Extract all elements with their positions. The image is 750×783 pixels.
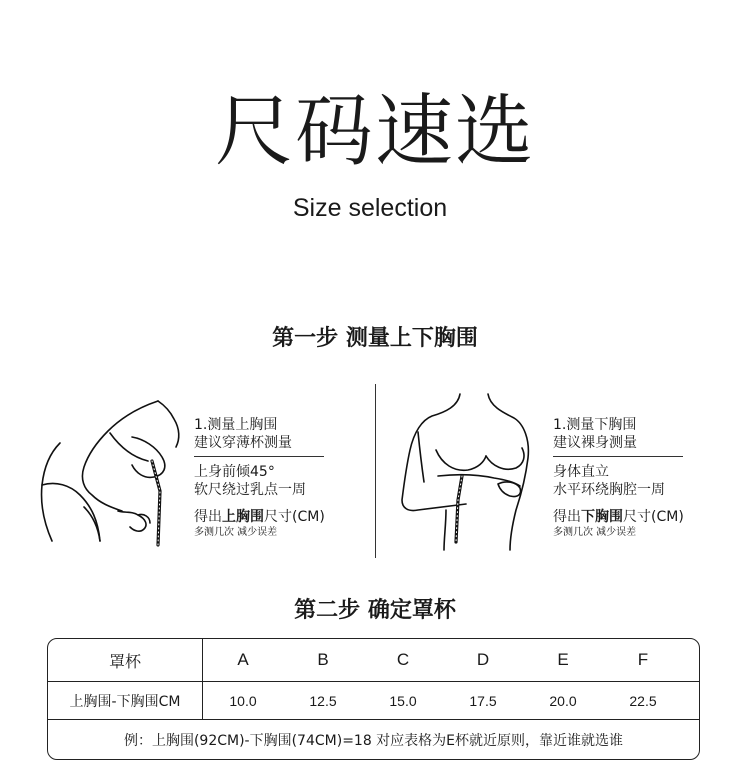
- step2-title: 第二步 确定罩杯: [294, 598, 456, 623]
- cup-f: F: [637, 650, 649, 669]
- diff-label: 上胸围-下胸围CM: [48, 682, 203, 719]
- diff-e: 20.0: [549, 692, 577, 709]
- diff-b: 12.5: [309, 692, 337, 709]
- page-subtitle: Size selection: [292, 194, 448, 222]
- upper-bust-advice: 建议穿薄杯测量: [194, 435, 292, 451]
- page-title: 尺码速选: [214, 87, 535, 177]
- under-bust-instructions: [553, 416, 683, 539]
- instruction-divider: [553, 456, 683, 457]
- under-bust-result: 得出下胸围尺寸(CM): [553, 509, 684, 525]
- cup-c: C: [396, 650, 410, 669]
- upper-bust-hint: 多测几次 减少误差: [194, 527, 278, 538]
- cup-size-table: [47, 638, 700, 760]
- upper-bust-instructions: [194, 416, 324, 539]
- under-bust-step-label: 1.测量下胸围: [553, 417, 637, 433]
- instruction-divider: [194, 456, 324, 457]
- upper-bust-posture: 上身前倾45°: [194, 464, 275, 480]
- diff-f: 22.5: [629, 692, 657, 709]
- cup-e: E: [557, 650, 569, 669]
- cup-b: B: [317, 650, 329, 669]
- cup-a: A: [237, 650, 249, 669]
- under-bust-measure-illustration: [398, 392, 548, 552]
- under-bust-hint: 多测几次 减少误差: [553, 527, 637, 538]
- cup-d: D: [476, 650, 490, 669]
- example-note: 例：上胸围(92CM)-下胸围(74CM)=18 对应表格为E杯就近原则，靠近谁就选谁: [123, 733, 624, 749]
- step1-divider: [375, 384, 376, 558]
- upper-bust-result: 得出上胸围尺寸(CM): [194, 509, 325, 525]
- under-bust-posture: 身体直立: [553, 464, 609, 480]
- under-bust-advice: 建议裸身测量: [553, 435, 637, 451]
- step1-title: 第一步 测量上下胸围: [272, 326, 478, 351]
- upper-bust-measure-illustration: [40, 395, 190, 555]
- cup-header-label: 罩杯: [48, 639, 203, 681]
- upper-bust-step-label: 1.测量上胸围: [194, 417, 278, 433]
- under-bust-method: 水平环绕胸腔一周: [553, 482, 665, 498]
- diff-c: 15.0: [389, 692, 417, 709]
- example-row: [48, 720, 699, 760]
- cup-header-row: [48, 639, 699, 682]
- upper-bust-method: 软尺绕过乳点一周: [194, 482, 306, 498]
- diff-a: 10.0: [229, 692, 257, 709]
- diff-d: 17.5: [469, 692, 497, 709]
- diff-row: [48, 682, 699, 720]
